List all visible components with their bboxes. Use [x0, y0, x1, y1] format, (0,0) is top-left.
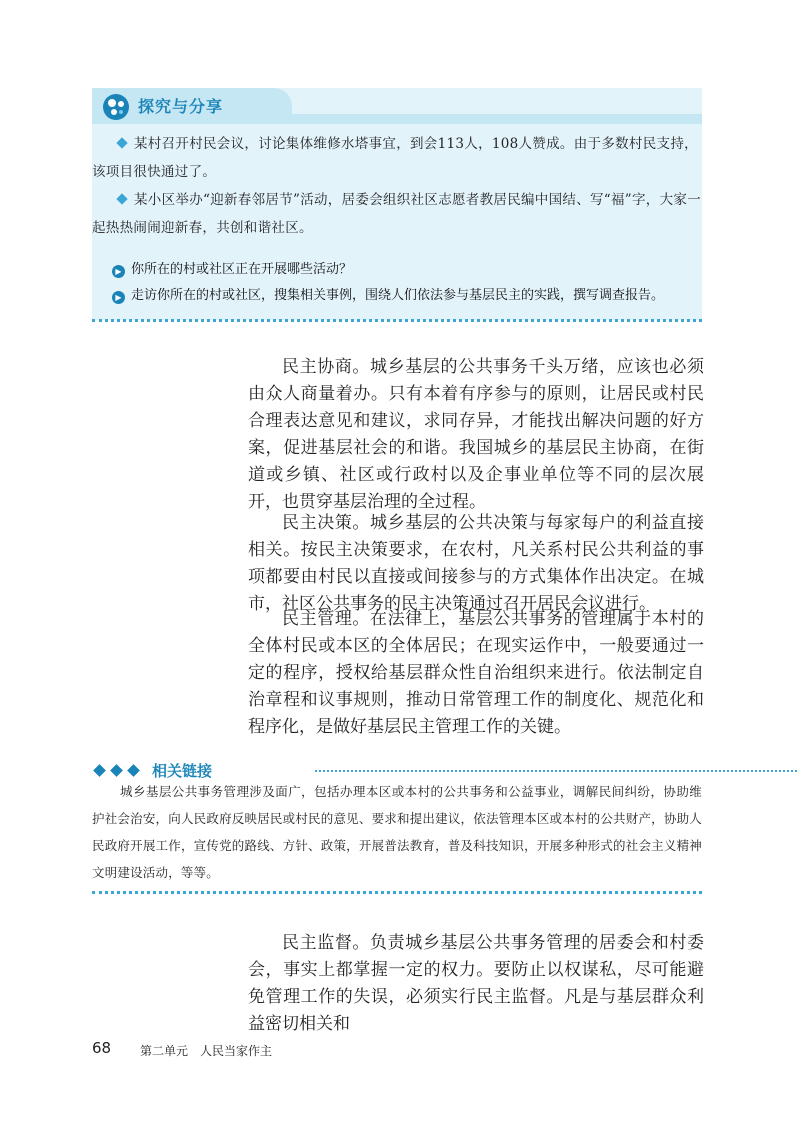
related-links-text: 城乡基层公共事务管理涉及面广，包括办理本区或本村的公共事务和公益事业，调解民间纠纷，协助维护社会治安，向人民政府反映居民或村民的意见、要求和提出建议，依法管理本区或本村的公共财产，协助人民政府开展工作，宣传党的路线、方针、政策，开展普法教育，普及科技知识，开展多种形式的社会主义精神文明建设活动，等等。 [92, 784, 702, 880]
diamond-bullet-icon [116, 193, 127, 204]
paragraph-management: 民主管理。在法律上，基层公共事务的管理属于本村的全体村民或本区的全体居民；在现实运作中，一般要通过一定的程序，授权给基层群众性自治组织来进行。依法制定自治章程和议事规则，推动日常管理工作的制度化、规范化和程序化，是做好基层民主管理工作的关键。 [248, 609, 704, 737]
case-paragraph-2: 某小区举办“迎新春邻居节”活动，居委会组织社区志愿者教居民编中国结、写“福”字，大家一起热热闹闹迎新春，共创和谐社区。 [92, 192, 702, 236]
arrow-bullet-icon: ▶ [112, 265, 125, 278]
paragraph-consultation: 民主协商。城乡基层的公共事务千头万绪，应该也必须由众人商量着办。只有本着有序参与的原则，让居民或村民合理表达意见和建议，求同存异，才能找出解决问题的好方案，促进基层社会的和谐。我国城乡的基层民主协商，在街道或乡镇、社区或行政村以及企事业单位等不同的层次展开，也贯穿基层治理的全过程。 [248, 357, 704, 512]
paragraph-supervision: 民主监督。负责城乡基层公共事务管理的居委会和村委会，事实上都掌握一定的权力。要防止以权谋私，尽可能避免管理工作的失误，必须实行民主监督。凡是与基层群众利益密切相关和 [248, 933, 704, 1034]
diamond-icon [110, 764, 123, 777]
related-links-header [95, 760, 705, 780]
diamond-icon [93, 764, 106, 777]
running-title: 第二单元 人民当家作主 [140, 1044, 273, 1058]
related-bottom-divider [92, 891, 702, 894]
related-links-dotted-rule [315, 770, 797, 772]
diamond-bullet-icon [116, 137, 127, 148]
question-1: ▶ 你所在的村或社区正在开展哪些活动？ [112, 258, 352, 278]
question-2: ▶ 走访你所在的村或社区，搜集相关事例，围绕人们依法参与基层民主的实践，撰写调查报告。 [112, 284, 664, 304]
related-links-title: 相关链接 [152, 762, 213, 780]
explore-share-box [92, 88, 702, 320]
puzzle-icon [102, 93, 130, 121]
paragraph-decision: 民主决策。城乡基层的公共决策与每家每户的利益直接相关。按民主决策要求，在农村，凡关系村民公共利益的事项都要由村民以直接或间接参与的方式集体作出决定。在城市，社区公共事务的民主决策通过召开居民会议进行。 [248, 513, 704, 614]
explore-title: 探究与分享 [138, 97, 224, 116]
explore-header [92, 88, 292, 124]
page-number: 68 [92, 1039, 112, 1057]
arrow-bullet-icon: ▶ [112, 291, 125, 304]
explore-bottom-divider [92, 319, 702, 322]
diamond-icon [127, 764, 140, 777]
case-paragraph-1: 某村召开村民会议，讨论集体维修水塔事宜，到会113人，108人赞成。由于多数村民支持，该项目很快通过了。 [92, 136, 698, 180]
